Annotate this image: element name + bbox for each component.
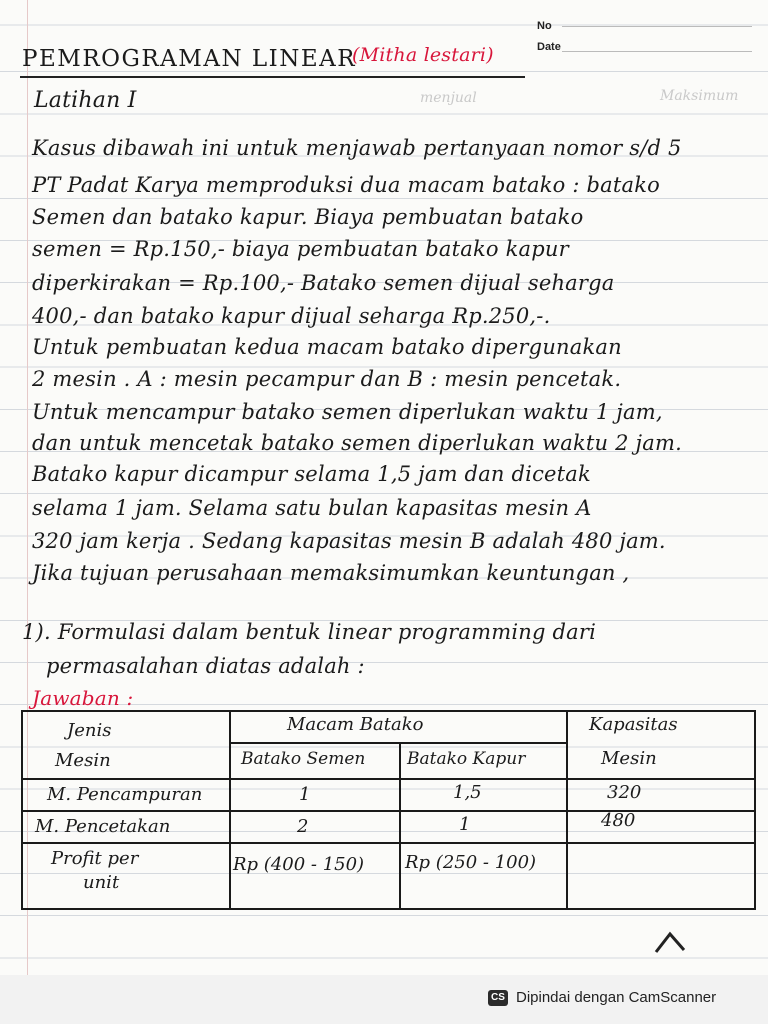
body-line: Batako kapur dicampur selama 1,5 jam dan dicetak	[32, 462, 591, 486]
body-line: Semen dan batako kapur. Biaya pembuatan batako	[32, 205, 584, 229]
body-line: Jika tujuan perusahaan memaksimumkan keuntungan ,	[32, 561, 630, 585]
body-line: 400,- dan batako kapur dijual seharga Rp.250,-.	[32, 304, 551, 328]
row-pencetakan-semen: 2	[297, 816, 309, 837]
header-macam-batako: Macam Batako	[287, 714, 424, 735]
row-pencampuran-semen: 1	[299, 784, 311, 805]
body-line: dan untuk mencetak batako semen diperlukan waktu 2 jam.	[32, 431, 682, 455]
body-line: diperkirakan = Rp.100,- Batako semen dijual seharga	[32, 271, 615, 295]
profit-kapur: Rp (250 - 100)	[405, 852, 537, 873]
body-line: 2 mesin . A : mesin pecampur dan B : mesin pencetak.	[32, 367, 622, 391]
date-label: Date	[537, 41, 561, 53]
page-title: PEMROGRAMAN LINEAR	[22, 46, 357, 72]
profit-semen: Rp (400 - 150)	[233, 854, 365, 875]
profit-label-unit: unit	[83, 872, 120, 893]
bleed-through-text: Maksimum	[660, 88, 739, 104]
body-line: semen = Rp.150,- biaya pembuatan batako kapur	[32, 237, 569, 261]
row-pencampuran-name: M. Pencampuran	[47, 784, 203, 805]
no-line	[562, 26, 752, 27]
date-line	[562, 51, 752, 52]
body-line: selama 1 jam. Selama satu bulan kapasitas mesin A	[32, 496, 592, 520]
no-label: No	[537, 20, 552, 32]
body-line: PT Padat Karya memproduksi dua macam batako : batako	[32, 173, 661, 197]
body-line: Untuk mencampur batako semen diperlukan waktu 1 jam,	[32, 400, 663, 424]
profit-label: Profit per	[51, 848, 139, 869]
header-jenis: Jenis	[67, 720, 112, 741]
title-underline	[20, 76, 525, 78]
bleed-through-text: menjual	[420, 90, 477, 106]
row-pencampuran-kapasitas: 320	[607, 782, 642, 803]
lp-table	[21, 710, 756, 910]
camscanner-icon: CS	[488, 990, 508, 1006]
header-batako-semen: Batako Semen	[241, 749, 366, 769]
header-batako-kapur: Batako Kapur	[407, 749, 526, 769]
row-pencampuran-kapur: 1,5	[453, 782, 482, 803]
camscanner-text: Dipindai dengan CamScanner	[516, 989, 717, 1006]
body-line: Kasus dibawah ini untuk menjawab pertanyaan nomor s/d 5	[32, 136, 682, 160]
body-line: Untuk pembuatan kedua macam batako dipergunakan	[32, 335, 622, 359]
body-line: 320 jam kerja . Sedang kapasitas mesin B adalah 480 jam.	[32, 529, 666, 553]
page-corner-mark	[650, 928, 690, 958]
question-line: 1). Formulasi dalam bentuk linear programming dari	[22, 620, 597, 644]
subtitle: Latihan I	[34, 88, 137, 113]
row-pencetakan-kapur: 1	[459, 814, 471, 835]
row-pencetakan-kapasitas: 480	[601, 810, 636, 831]
header-kapasitas-mesin: Mesin	[601, 748, 657, 769]
question-line: permasalahan diatas adalah :	[46, 654, 365, 678]
answer-label: Jawaban :	[32, 686, 134, 710]
author-name: (Mitha lestari)	[352, 44, 494, 66]
header-mesin: Mesin	[55, 750, 111, 771]
header-kapasitas: Kapasitas	[589, 714, 678, 735]
row-pencetakan-name: M. Pencetakan	[35, 816, 171, 837]
